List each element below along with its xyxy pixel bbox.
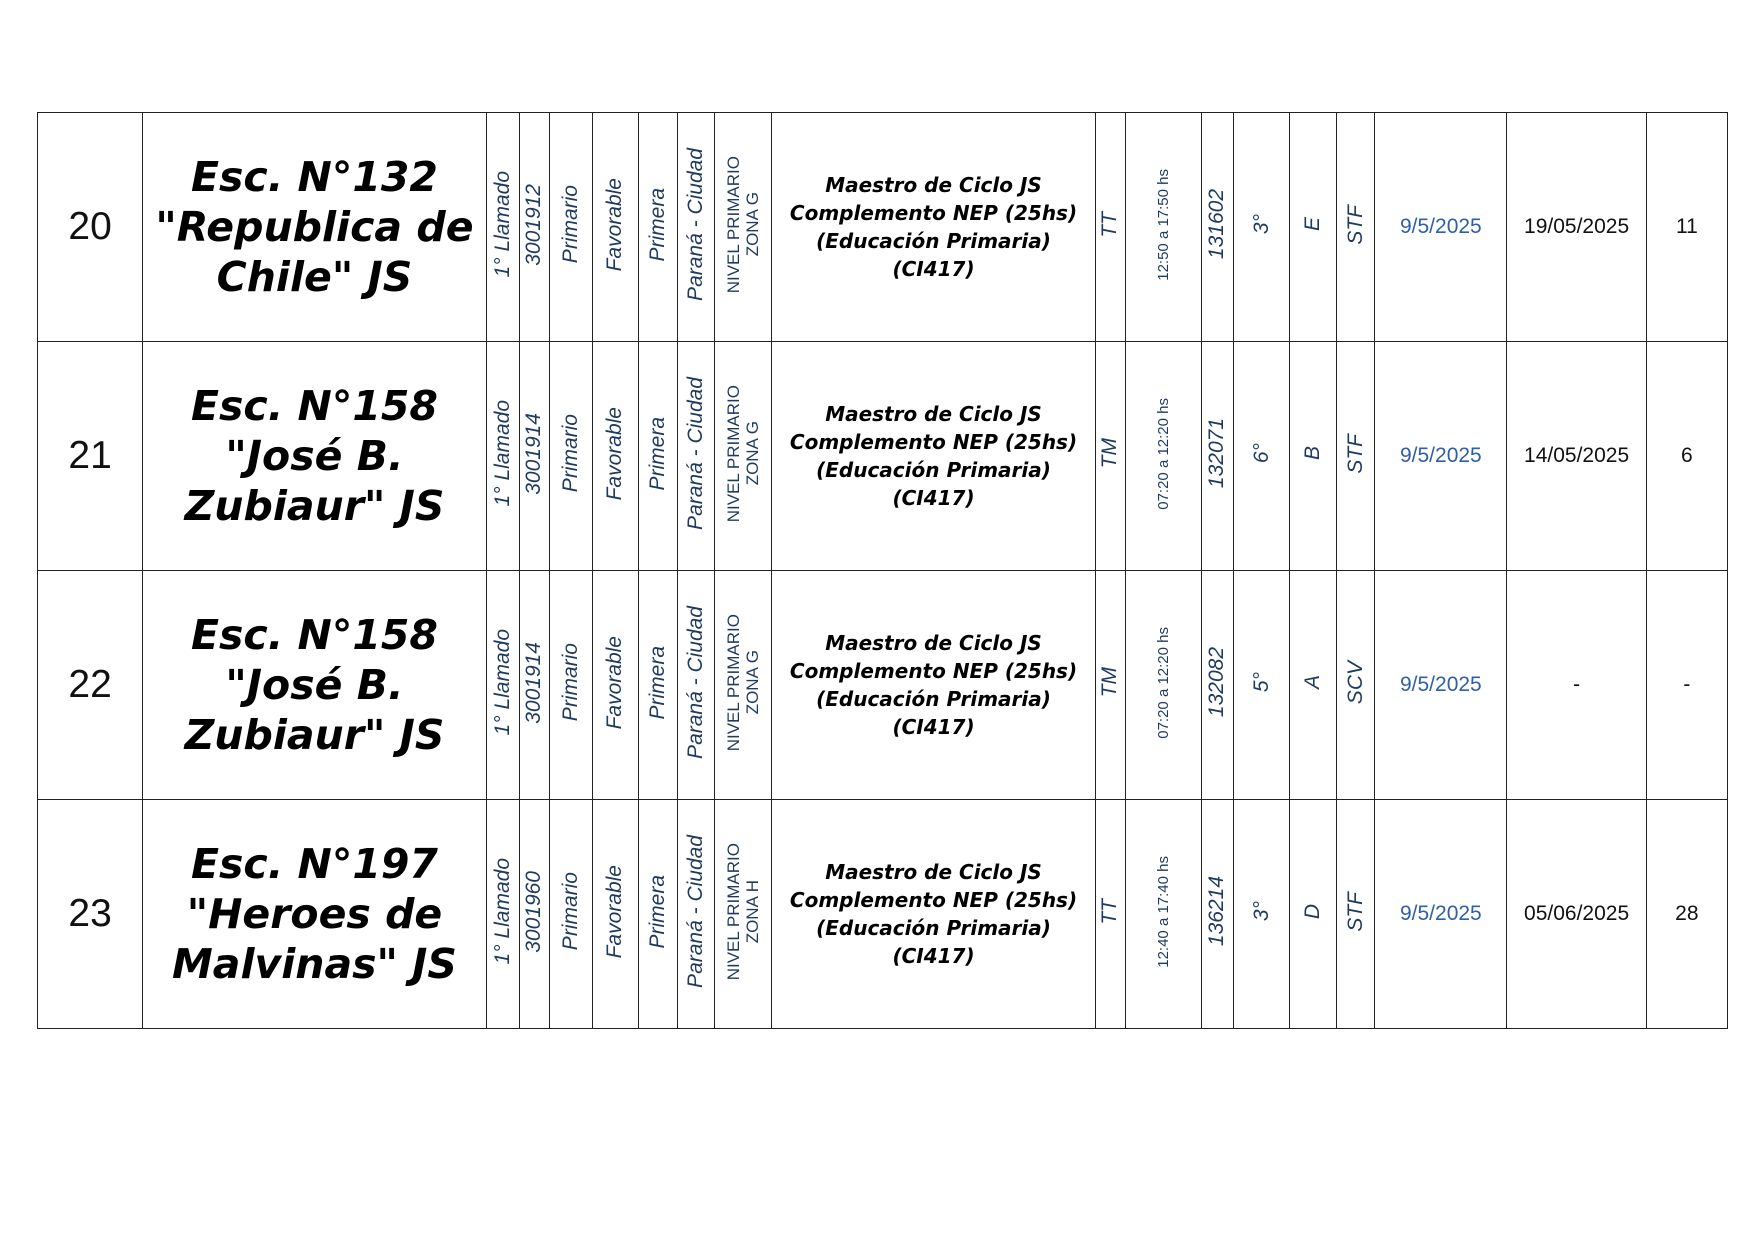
situation-cell: [1337, 800, 1375, 1029]
category-cell: [639, 342, 678, 571]
establishment-code: 3001912: [522, 183, 546, 266]
school-name-line: Malvinas" JS: [171, 940, 457, 988]
supervision-line: NIVEL PRIMARIO: [724, 842, 744, 981]
section: B: [1301, 446, 1325, 461]
post-number: 132071: [1205, 418, 1229, 489]
value-cell: [1646, 571, 1727, 800]
supervision-cell: [715, 571, 772, 800]
shift-cell: [1095, 342, 1125, 571]
level: Primario: [558, 414, 582, 493]
level: Primario: [558, 185, 582, 264]
supervision-cell: [715, 342, 772, 571]
position-cell: [772, 113, 1096, 342]
table-row: [38, 571, 1728, 800]
grade-cell: [1234, 342, 1290, 571]
publication-date: 9/5/2025: [1399, 215, 1482, 238]
position-line: (CI417): [892, 944, 975, 968]
schedule-cell: [1125, 342, 1201, 571]
zone-type-cell: [592, 800, 638, 1029]
shift: TT: [1098, 898, 1122, 925]
second-date: 19/05/2025: [1524, 215, 1630, 238]
schedule-cell: [1125, 113, 1201, 342]
second-date: 14/05/2025: [1524, 444, 1630, 467]
locality: Paraná - Ciudad: [684, 835, 708, 988]
school-name-line: Esc. N°132: [190, 153, 438, 201]
section-cell: [1290, 113, 1337, 342]
second-date-cell: [1507, 113, 1646, 342]
zone-type-cell: [592, 571, 638, 800]
situation: STF: [1343, 433, 1367, 474]
supervision-line: NIVEL PRIMARIO: [724, 155, 744, 294]
value: 6: [1681, 444, 1693, 467]
schedule: 07:20 a 12:20 hs: [1154, 397, 1172, 510]
supervision-line: ZONA G: [743, 650, 763, 715]
grade-cell: [1234, 571, 1290, 800]
llamado-cell: [486, 800, 519, 1029]
grade: 6°: [1249, 443, 1273, 464]
shift-cell: [1095, 113, 1125, 342]
supervision-line: ZONA G: [743, 421, 763, 486]
shift: TM: [1098, 667, 1122, 698]
establishment-code: 3001960: [522, 870, 546, 953]
school-name-line: "Republica de: [155, 203, 474, 251]
value-cell: [1646, 113, 1727, 342]
level-cell: [549, 113, 592, 342]
position-line: (Educación Primaria): [816, 229, 1051, 253]
locality-cell: [678, 113, 715, 342]
row-number-cell: [38, 571, 143, 800]
level: Primario: [558, 872, 582, 951]
section-cell: [1290, 571, 1337, 800]
situation-cell: [1337, 571, 1375, 800]
supervision-line: NIVEL PRIMARIO: [724, 613, 744, 752]
school-name-line: Esc. N°197: [190, 840, 438, 888]
school-cell: [143, 113, 487, 342]
section: A: [1301, 675, 1325, 690]
position-line: (Educación Primaria): [816, 458, 1051, 482]
llamado: 1° Llamado: [490, 629, 514, 736]
second-date: 05/06/2025: [1524, 902, 1630, 925]
supervision-line: ZONA G: [743, 192, 763, 257]
situation-cell: [1337, 342, 1375, 571]
school-name-line: Esc. N°158: [190, 382, 438, 430]
locality: Paraná - Ciudad: [684, 377, 708, 530]
table-row: [38, 342, 1728, 571]
school-name-line: Zubiaur" JS: [184, 482, 445, 530]
grade-cell: [1234, 800, 1290, 1029]
position-line: (Educación Primaria): [816, 687, 1051, 711]
position-cell: [772, 571, 1096, 800]
locality-cell: [678, 342, 715, 571]
second-date-cell: [1507, 571, 1646, 800]
supervision: [724, 385, 762, 522]
supervision-cell: [715, 800, 772, 1029]
value: 28: [1675, 902, 1699, 925]
row-number-cell: [38, 342, 143, 571]
zone-type-cell: [592, 113, 638, 342]
category: Primera: [646, 874, 670, 949]
schedule: 07:20 a 12:20 hs: [1154, 626, 1172, 739]
section-cell: [1290, 342, 1337, 571]
schedule-cell: [1125, 800, 1201, 1029]
position-line: (Educación Primaria): [816, 916, 1051, 940]
supervision: [724, 614, 762, 751]
school-cell: [143, 800, 487, 1029]
position-line: Maestro de Ciclo JS: [825, 631, 1042, 655]
publication-date: 9/5/2025: [1399, 902, 1482, 925]
position-line: Complemento NEP (25hs): [789, 430, 1078, 454]
establishment-code: 3001914: [522, 412, 546, 495]
post-number: 131602: [1205, 189, 1229, 260]
second-date-cell: [1507, 800, 1646, 1029]
position-cell: [772, 342, 1096, 571]
category-cell: [639, 571, 678, 800]
grade: 3°: [1249, 214, 1273, 235]
category-cell: [639, 800, 678, 1029]
locality-cell: [678, 800, 715, 1029]
category: Primera: [646, 187, 670, 262]
situation: STF: [1343, 204, 1367, 245]
schedule-cell: [1125, 571, 1201, 800]
table-row: [38, 800, 1728, 1029]
situation-cell: [1337, 113, 1375, 342]
publication-date: 9/5/2025: [1399, 673, 1482, 696]
value-cell: [1646, 342, 1727, 571]
locality-cell: [678, 571, 715, 800]
post-number-cell: [1201, 342, 1233, 571]
post-number-cell: [1201, 571, 1233, 800]
row-number: 22: [68, 663, 112, 706]
post-number-cell: [1201, 800, 1233, 1029]
school-cell: [143, 571, 487, 800]
school-name-line: Esc. N°158: [190, 611, 438, 659]
llamado: 1° Llamado: [490, 400, 514, 507]
position-line: Complemento NEP (25hs): [789, 888, 1078, 912]
llamado-cell: [486, 342, 519, 571]
row-number: 23: [68, 892, 112, 935]
schedule: 12:40 a 17:40 hs: [1154, 855, 1172, 968]
school-name-line: "José B.: [225, 432, 404, 480]
publication-date: 9/5/2025: [1399, 444, 1482, 467]
establishment-code: 3001914: [522, 641, 546, 724]
level-cell: [549, 571, 592, 800]
vacancies-table: [37, 112, 1728, 1029]
school-cell: [143, 342, 487, 571]
position-line: Maestro de Ciclo JS: [825, 860, 1042, 884]
locality: Paraná - Ciudad: [684, 148, 708, 301]
zone-type: Favorable: [603, 635, 627, 730]
code-cell: [519, 800, 549, 1029]
date-cell: [1375, 342, 1507, 571]
section: D: [1301, 903, 1325, 920]
school-name-line: Chile" JS: [216, 253, 413, 301]
second-date: -: [1573, 673, 1581, 696]
locality: Paraná - Ciudad: [684, 606, 708, 759]
position-cell: [772, 800, 1096, 1029]
shift-cell: [1095, 800, 1125, 1029]
llamado-cell: [486, 571, 519, 800]
zone-type-cell: [592, 342, 638, 571]
category: Primera: [646, 645, 670, 720]
row-number-cell: [38, 113, 143, 342]
grade: 5°: [1249, 672, 1273, 693]
post-number: 132082: [1205, 647, 1229, 718]
date-cell: [1375, 113, 1507, 342]
school-name-line: "Heroes de: [186, 890, 443, 938]
supervision: [724, 156, 762, 293]
zone-type: Favorable: [603, 177, 627, 272]
shift: TM: [1098, 438, 1122, 469]
level-cell: [549, 342, 592, 571]
supervision-cell: [715, 113, 772, 342]
date-cell: [1375, 800, 1507, 1029]
llamado: 1° Llamado: [490, 858, 514, 965]
shift-cell: [1095, 571, 1125, 800]
row-number: 21: [68, 434, 112, 477]
row-number: 20: [68, 205, 112, 248]
value-cell: [1646, 800, 1727, 1029]
code-cell: [519, 113, 549, 342]
position-line: Maestro de Ciclo JS: [825, 402, 1042, 426]
section-cell: [1290, 800, 1337, 1029]
code-cell: [519, 342, 549, 571]
position-line: (CI417): [892, 715, 975, 739]
post-number-cell: [1201, 113, 1233, 342]
position-line: (CI417): [892, 486, 975, 510]
situation: SCV: [1343, 660, 1367, 705]
llamado-cell: [486, 113, 519, 342]
position-line: Complemento NEP (25hs): [789, 201, 1078, 225]
row-number-cell: [38, 800, 143, 1029]
shift: TT: [1098, 211, 1122, 238]
zone-type: Favorable: [603, 406, 627, 501]
section: E: [1301, 217, 1325, 232]
level: Primario: [558, 643, 582, 722]
school-name-line: "José B.: [225, 661, 404, 709]
date-cell: [1375, 571, 1507, 800]
code-cell: [519, 571, 549, 800]
zone-type: Favorable: [603, 864, 627, 959]
supervision-line: NIVEL PRIMARIO: [724, 384, 744, 523]
position-line: Complemento NEP (25hs): [789, 659, 1078, 683]
supervision-line: ZONA H: [743, 879, 763, 944]
position-line: (CI417): [892, 257, 975, 281]
value: 11: [1675, 215, 1698, 238]
supervision: [724, 843, 762, 980]
table-row: [38, 113, 1728, 342]
llamado: 1° Llamado: [490, 171, 514, 278]
grade-cell: [1234, 113, 1290, 342]
grade: 3°: [1249, 901, 1273, 922]
category-cell: [639, 113, 678, 342]
school-name-line: Zubiaur" JS: [184, 711, 445, 759]
second-date-cell: [1507, 342, 1646, 571]
post-number: 136214: [1205, 876, 1229, 947]
position-line: Maestro de Ciclo JS: [825, 173, 1042, 197]
level-cell: [549, 800, 592, 1029]
value: -: [1683, 673, 1691, 696]
category: Primera: [646, 416, 670, 491]
schedule: 12:50 a 17:50 hs: [1154, 168, 1172, 281]
situation: STF: [1343, 891, 1367, 932]
